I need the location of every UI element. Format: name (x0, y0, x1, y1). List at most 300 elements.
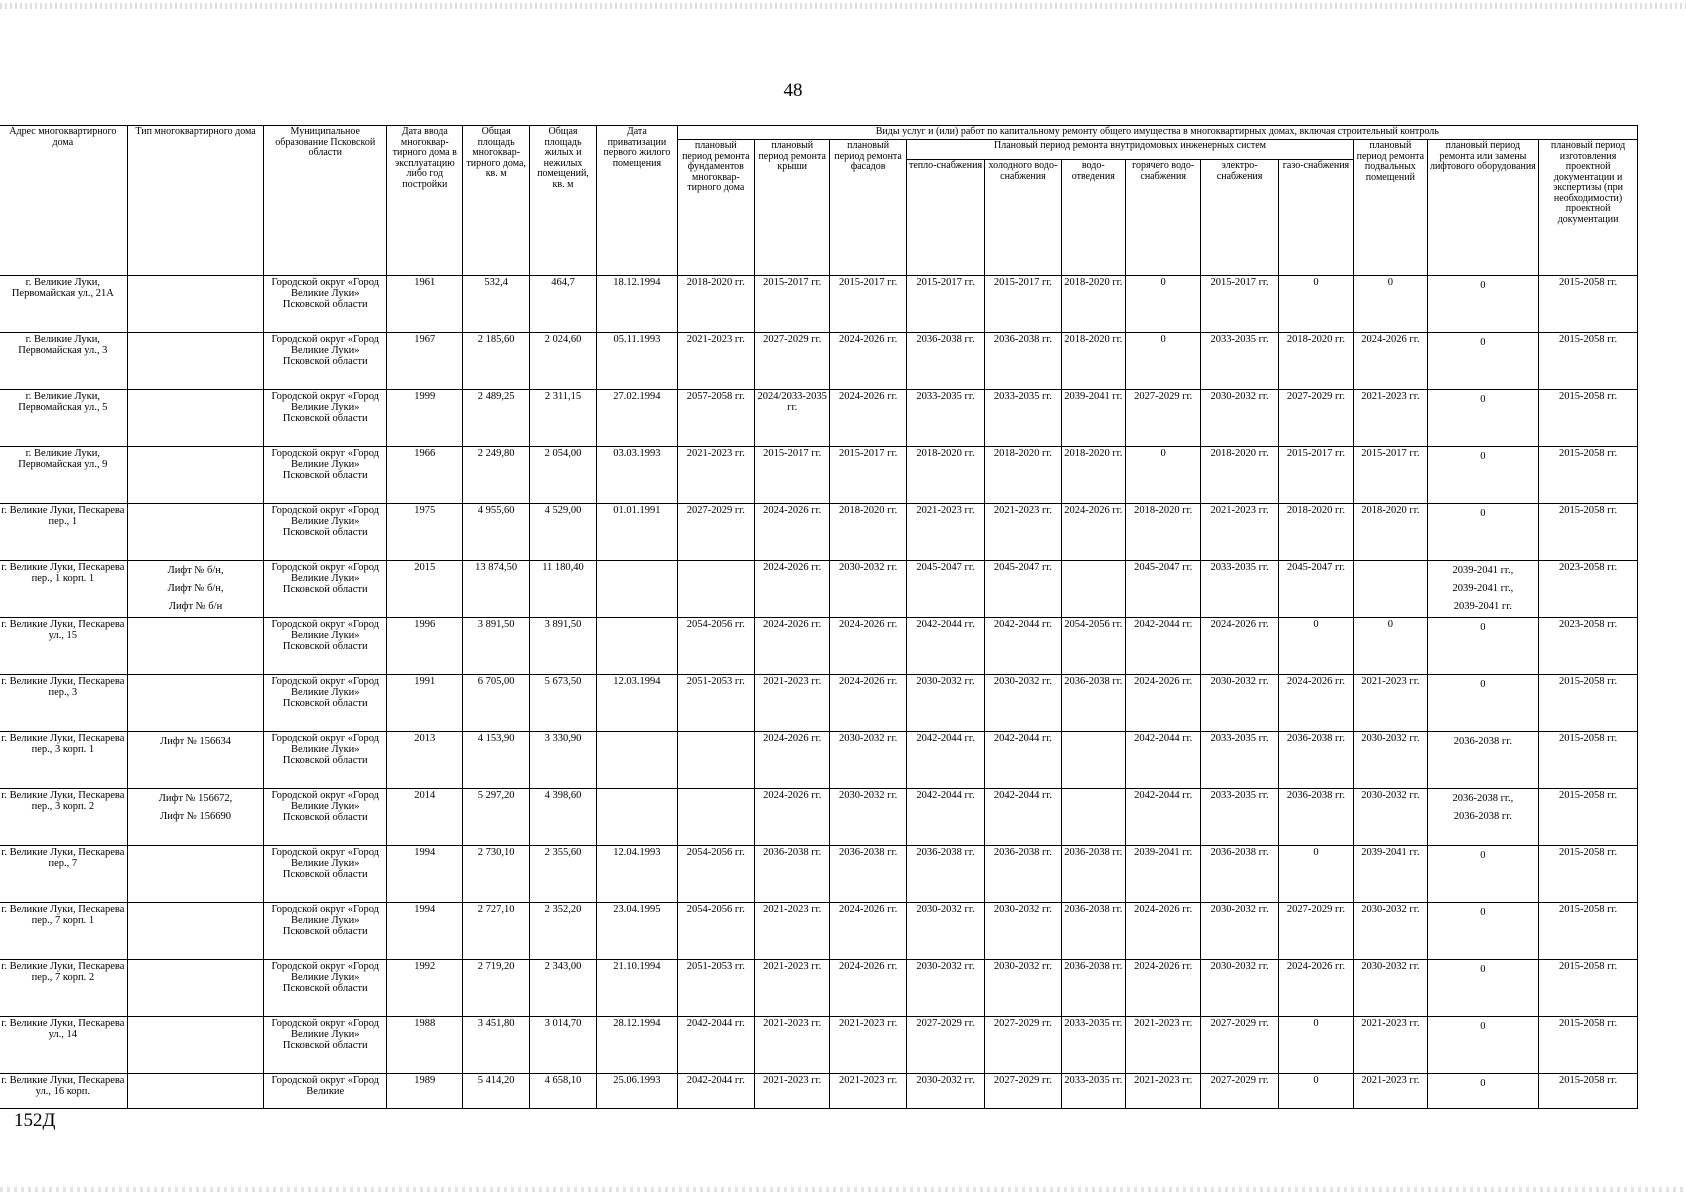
cell-municipality: Городской округ «Город Великие Луки» Псковской области (264, 390, 387, 447)
cell-elevator-line: 0 (1480, 280, 1486, 291)
cell-elevator (1427, 504, 1539, 561)
cell-electric: 2027-2029 гг. (1201, 1074, 1278, 1109)
cell-hot-water: 2024-2026 гг. (1125, 903, 1200, 960)
cell-facade: 2024-2026 гг. (830, 390, 906, 447)
cell-municipality: Городской округ «Город Великие Луки» Псковской области (264, 333, 387, 390)
cell-basement: 2024-2026 гг. (1354, 333, 1427, 390)
table-row (0, 960, 1638, 1017)
scan-artifact-bottom (0, 1187, 1686, 1192)
cell-cold-water: 2045-2047 гг. (985, 561, 1061, 618)
cell-design-docs: 2015-2058 гг. (1539, 333, 1638, 390)
cell-year: 1999 (387, 390, 463, 447)
cell-hot-water: 2024-2026 гг. (1125, 675, 1200, 732)
cell-facade: 2030-2032 гг. (830, 561, 906, 618)
cell-cold-water: 2027-2029 гг. (985, 1074, 1061, 1109)
cell-cold-water: 2042-2044 гг. (985, 789, 1061, 846)
table-row (0, 732, 1638, 789)
cell-electric: 2036-2038 гг. (1201, 846, 1278, 903)
cell-basement: 2030-2032 гг. (1354, 789, 1427, 846)
cell-foundation: 2054-2056 гг. (677, 846, 754, 903)
cell-elevator-line: 2036-2038 гг., (1452, 793, 1514, 804)
cell-design-docs: 2015-2058 гг. (1539, 1017, 1638, 1074)
cell-total-area: 4 153,90 (463, 732, 529, 789)
cell-basement: 2015-2017 гг. (1354, 447, 1427, 504)
cell-house-type (127, 504, 264, 561)
cell-electric: 2033-2035 гг. (1201, 789, 1278, 846)
cell-elevator (1427, 1074, 1539, 1109)
cell-hot-water: 2027-2029 гг. (1125, 390, 1200, 447)
cell-house-type (127, 276, 264, 333)
cell-privatization-date: 23.04.1995 (597, 903, 677, 960)
header-commission-date: Дата ввода многоквар-тирного дома в эксплуатацию либо год постройки (387, 126, 463, 276)
cell-house-type (127, 789, 264, 846)
cell-cold-water: 2030-2032 гг. (985, 903, 1061, 960)
cell-year: 1966 (387, 447, 463, 504)
cell-elevator-line: 0 (1480, 964, 1486, 975)
cell-heat: 2042-2044 гг. (906, 618, 984, 675)
header-heat: тепло-снабжения (906, 160, 984, 276)
header-row-1 (0, 126, 1638, 140)
cell-heat: 2030-2032 гг. (906, 675, 984, 732)
cell-address: г. Великие Луки, Пескарева пер., 3 корп. 2 (0, 789, 127, 846)
sheet-code: 152Д (14, 1110, 56, 1131)
cell-cold-water: 2030-2032 гг. (985, 675, 1061, 732)
cell-municipality: Городской округ «Город Великие Луки» Псковской области (264, 1017, 387, 1074)
cell-total-area: 2 249,80 (463, 447, 529, 504)
cell-foundation (677, 732, 754, 789)
cell-roof: 2024-2026 гг. (755, 618, 830, 675)
capital-repair-table (0, 125, 1638, 1109)
header-cold-water: холодного водо-снабжения (985, 160, 1061, 276)
table-row (0, 333, 1638, 390)
cell-gas: 2018-2020 гг. (1278, 333, 1353, 390)
cell-heat: 2018-2020 гг. (906, 447, 984, 504)
cell-house-type (127, 390, 264, 447)
cell-electric: 2030-2032 гг. (1201, 390, 1278, 447)
table-row (0, 276, 1638, 333)
cell-elevator-line: 0 (1480, 1078, 1486, 1089)
table-row (0, 504, 1638, 561)
cell-roof: 2024-2026 гг. (755, 504, 830, 561)
cell-hot-water: 2018-2020 гг. (1125, 504, 1200, 561)
cell-sewer: 2033-2035 гг. (1061, 1074, 1125, 1109)
cell-heat: 2030-2032 гг. (906, 960, 984, 1017)
table-row (0, 789, 1638, 846)
cell-facade: 2024-2026 гг. (830, 903, 906, 960)
cell-electric: 2021-2023 гг. (1201, 504, 1278, 561)
cell-design-docs: 2015-2058 гг. (1539, 960, 1638, 1017)
cell-address: г. Великие Луки, Пескарева ул., 14 (0, 1017, 127, 1074)
cell-total-area: 3 451,80 (463, 1017, 529, 1074)
cell-elevator-line: 0 (1480, 337, 1486, 348)
cell-municipality: Городской округ «Город Великие Луки» Псковской области (264, 732, 387, 789)
cell-address: г. Великие Луки, Пескарева пер., 7 корп. 2 (0, 960, 127, 1017)
cell-basement: 2030-2032 гг. (1354, 903, 1427, 960)
cell-electric: 2030-2032 гг. (1201, 960, 1278, 1017)
cell-municipality: Городской округ «Город Великие Луки» Псковской области (264, 846, 387, 903)
cell-municipality: Городской округ «Город Великие Луки» Псковской области (264, 618, 387, 675)
cell-total-area: 3 891,50 (463, 618, 529, 675)
cell-privatization-date: 21.10.1994 (597, 960, 677, 1017)
cell-facade: 2024-2026 гг. (830, 618, 906, 675)
cell-year: 1967 (387, 333, 463, 390)
cell-year: 1994 (387, 846, 463, 903)
cell-year: 2013 (387, 732, 463, 789)
cell-house-type-line: Лифт № 156690 (160, 811, 231, 822)
cell-design-docs: 2015-2058 гг. (1539, 447, 1638, 504)
cell-heat: 2042-2044 гг. (906, 789, 984, 846)
cell-roof: 2021-2023 гг. (755, 1017, 830, 1074)
cell-address: г. Великие Луки, Первомайская ул., 21А (0, 276, 127, 333)
cell-sewer: 2039-2041 гг. (1061, 390, 1125, 447)
cell-house-type (127, 1017, 264, 1074)
cell-basement: 2021-2023 гг. (1354, 1074, 1427, 1109)
cell-roof: 2021-2023 гг. (755, 960, 830, 1017)
cell-municipality: Городской округ «Город Великие Луки» Псковской области (264, 903, 387, 960)
cell-elevator (1427, 333, 1539, 390)
cell-foundation: 2021-2023 гг. (677, 333, 754, 390)
cell-residential-area: 3 891,50 (529, 618, 596, 675)
cell-gas: 2036-2038 гг. (1278, 732, 1353, 789)
cell-gas: 2015-2017 гг. (1278, 447, 1353, 504)
cell-house-type (127, 675, 264, 732)
cell-cold-water: 2042-2044 гг. (985, 618, 1061, 675)
cell-roof: 2024/2033-2035 гг. (755, 390, 830, 447)
cell-elevator-line: 2039-2041 гг., (1452, 565, 1514, 576)
table-row (0, 390, 1638, 447)
cell-elevator-line: 2036-2038 гг. (1453, 811, 1512, 822)
cell-gas: 2036-2038 гг. (1278, 789, 1353, 846)
cell-basement: 2021-2023 гг. (1354, 675, 1427, 732)
header-basement: плановый период ремонта подвальных помещений (1354, 140, 1427, 276)
cell-year: 2015 (387, 561, 463, 618)
cell-hot-water: 0 (1125, 447, 1200, 504)
cell-house-type-line: Лифт № б/н, (167, 565, 224, 576)
cell-privatization-date: 18.12.1994 (597, 276, 677, 333)
cell-heat: 2036-2038 гг. (906, 846, 984, 903)
cell-basement: 2039-2041 гг. (1354, 846, 1427, 903)
cell-facade: 2021-2023 гг. (830, 1074, 906, 1109)
cell-foundation: 2051-2053 гг. (677, 960, 754, 1017)
cell-year: 1989 (387, 1074, 463, 1109)
cell-residential-area: 2 352,20 (529, 903, 596, 960)
cell-elevator (1427, 675, 1539, 732)
cell-address: г. Великие Луки, Первомайская ул., 3 (0, 333, 127, 390)
cell-house-type-line: Лифт № 156634 (160, 736, 231, 747)
cell-year: 1961 (387, 276, 463, 333)
cell-cold-water: 2036-2038 гг. (985, 333, 1061, 390)
page-number: 48 (783, 80, 803, 101)
cell-electric: 2033-2035 гг. (1201, 561, 1278, 618)
table-row (0, 846, 1638, 903)
cell-hot-water: 2042-2044 гг. (1125, 789, 1200, 846)
cell-total-area: 2 489,25 (463, 390, 529, 447)
cell-elevator-line: 2039-2041 гг. (1453, 601, 1512, 612)
cell-cold-water: 2018-2020 гг. (985, 447, 1061, 504)
cell-privatization-date: 12.03.1994 (597, 675, 677, 732)
cell-roof: 2021-2023 гг. (755, 675, 830, 732)
cell-year: 1975 (387, 504, 463, 561)
cell-electric: 2030-2032 гг. (1201, 675, 1278, 732)
cell-address: г. Великие Луки, Пескарева ул., 15 (0, 618, 127, 675)
cell-elevator (1427, 846, 1539, 903)
cell-heat: 2045-2047 гг. (906, 561, 984, 618)
cell-year: 2014 (387, 789, 463, 846)
cell-electric: 2018-2020 гг. (1201, 447, 1278, 504)
scan-artifact-top (0, 3, 1686, 9)
cell-total-area: 4 955,60 (463, 504, 529, 561)
cell-residential-area: 464,7 (529, 276, 596, 333)
table-row (0, 903, 1638, 960)
cell-elevator-line: 0 (1480, 622, 1486, 633)
cell-residential-area: 2 311,15 (529, 390, 596, 447)
table-row (0, 561, 1638, 618)
header-engineering-group: Плановый период ремонта внутридомовых инженерных систем (906, 140, 1353, 160)
cell-cold-water: 2042-2044 гг. (985, 732, 1061, 789)
cell-foundation: 2027-2029 гг. (677, 504, 754, 561)
cell-basement: 0 (1354, 618, 1427, 675)
table-row (0, 675, 1638, 732)
cell-roof: 2027-2029 гг. (755, 333, 830, 390)
cell-gas: 0 (1278, 1017, 1353, 1074)
cell-residential-area: 4 529,00 (529, 504, 596, 561)
cell-roof: 2036-2038 гг. (755, 846, 830, 903)
cell-cold-water: 2021-2023 гг. (985, 504, 1061, 561)
cell-foundation: 2054-2056 гг. (677, 618, 754, 675)
cell-privatization-date: 05.11.1993 (597, 333, 677, 390)
cell-elevator (1427, 789, 1539, 846)
cell-total-area: 2 719,20 (463, 960, 529, 1017)
cell-hot-water: 0 (1125, 276, 1200, 333)
header-elevator: плановый период ремонта или замены лифтового оборудования (1427, 140, 1539, 276)
cell-sewer (1061, 561, 1125, 618)
cell-year: 1991 (387, 675, 463, 732)
cell-gas: 2024-2026 гг. (1278, 675, 1353, 732)
cell-year: 1996 (387, 618, 463, 675)
cell-cold-water: 2027-2029 гг. (985, 1017, 1061, 1074)
cell-address: г. Великие Луки, Пескарева пер., 3 корп. 1 (0, 732, 127, 789)
cell-total-area: 5 414,20 (463, 1074, 529, 1109)
cell-facade: 2036-2038 гг. (830, 846, 906, 903)
cell-roof: 2024-2026 гг. (755, 561, 830, 618)
cell-heat: 2027-2029 гг. (906, 1017, 984, 1074)
cell-hot-water: 0 (1125, 333, 1200, 390)
cell-foundation: 2051-2053 гг. (677, 675, 754, 732)
cell-hot-water: 2039-2041 гг. (1125, 846, 1200, 903)
cell-heat: 2030-2032 гг. (906, 1074, 984, 1109)
cell-elevator-line: 0 (1480, 679, 1486, 690)
cell-privatization-date: 25.06.1993 (597, 1074, 677, 1109)
cell-sewer (1061, 789, 1125, 846)
cell-municipality: Городской округ «Город Великие Луки» Псковской области (264, 789, 387, 846)
cell-residential-area: 3 330,90 (529, 732, 596, 789)
cell-elevator-line: 0 (1480, 1021, 1486, 1032)
cell-basement: 2021-2023 гг. (1354, 390, 1427, 447)
cell-elevator (1427, 561, 1539, 618)
cell-house-type-line: Лифт № б/н (168, 601, 223, 612)
cell-facade: 2015-2017 гг. (830, 447, 906, 504)
header-works-group: Виды услуг и (или) работ по капитальному ремонту общего имущества в многоквартирных домах, включая строительный контроль (677, 126, 1637, 140)
cell-design-docs: 2023-2058 гг. (1539, 561, 1638, 618)
cell-gas: 0 (1278, 618, 1353, 675)
header-design-docs: плановый период изготовления проектной документации и экспертизы (при необходимости) проектной документации (1539, 140, 1638, 276)
cell-elevator (1427, 447, 1539, 504)
cell-elevator (1427, 276, 1539, 333)
cell-design-docs: 2015-2058 гг. (1539, 675, 1638, 732)
cell-sewer: 2033-2035 гг. (1061, 1017, 1125, 1074)
cell-basement: 2021-2023 гг. (1354, 1017, 1427, 1074)
cell-cold-water: 2033-2035 гг. (985, 390, 1061, 447)
cell-design-docs: 2023-2058 гг. (1539, 618, 1638, 675)
cell-heat: 2042-2044 гг. (906, 732, 984, 789)
header-municipality: Муниципальное образование Псковской области (264, 126, 387, 276)
cell-residential-area: 4 658,10 (529, 1074, 596, 1109)
cell-sewer: 2018-2020 гг. (1061, 333, 1125, 390)
header-electric: электро-снабжения (1201, 160, 1278, 276)
cell-facade: 2030-2032 гг. (830, 789, 906, 846)
cell-sewer: 2054-2056 гг. (1061, 618, 1125, 675)
cell-privatization-date: 28.12.1994 (597, 1017, 677, 1074)
cell-elevator-line: 0 (1480, 508, 1486, 519)
cell-electric: 2027-2029 гг. (1201, 1017, 1278, 1074)
cell-house-type (127, 447, 264, 504)
cell-elevator-line: 2036-2038 гг. (1453, 736, 1512, 747)
cell-sewer: 2018-2020 гг. (1061, 276, 1125, 333)
cell-house-type (127, 561, 264, 618)
header-address: Адрес многоквартирного дома (0, 126, 127, 276)
cell-facade: 2015-2017 гг. (830, 276, 906, 333)
table-row (0, 447, 1638, 504)
cell-sewer: 2018-2020 гг. (1061, 447, 1125, 504)
table-row (0, 1074, 1638, 1109)
cell-elevator-line: 0 (1480, 451, 1486, 462)
header-house-type: Тип многоквартирного дома (127, 126, 264, 276)
cell-sewer: 2036-2038 гг. (1061, 846, 1125, 903)
cell-basement: 0 (1354, 276, 1427, 333)
cell-design-docs: 2015-2058 гг. (1539, 390, 1638, 447)
cell-facade: 2018-2020 гг. (830, 504, 906, 561)
cell-residential-area: 2 343,00 (529, 960, 596, 1017)
cell-facade: 2024-2026 гг. (830, 960, 906, 1017)
header-privatization-date: Дата приватизации первого жилого помещения (597, 126, 677, 276)
cell-foundation: 2021-2023 гг. (677, 447, 754, 504)
cell-basement: 2030-2032 гг. (1354, 960, 1427, 1017)
cell-total-area: 13 874,50 (463, 561, 529, 618)
cell-heat: 2033-2035 гг. (906, 390, 984, 447)
cell-gas: 0 (1278, 846, 1353, 903)
header-roof: плановый период ремонта крыши (755, 140, 830, 276)
cell-municipality: Городской округ «Город Великие Луки» Псковской области (264, 276, 387, 333)
cell-design-docs: 2015-2058 гг. (1539, 1074, 1638, 1109)
header-residential-area: Общая площадь жилых и нежилых помещений, кв. м (529, 126, 596, 276)
cell-gas: 2045-2047 гг. (1278, 561, 1353, 618)
cell-elevator-line: 2039-2041 гг., (1452, 583, 1514, 594)
table-row (0, 618, 1638, 675)
cell-house-type (127, 1074, 264, 1109)
cell-privatization-date: 12.04.1993 (597, 846, 677, 903)
cell-heat: 2036-2038 гг. (906, 333, 984, 390)
cell-cold-water: 2030-2032 гг. (985, 960, 1061, 1017)
cell-heat: 2021-2023 гг. (906, 504, 984, 561)
header-sewer: водо-отведения (1061, 160, 1125, 276)
cell-electric: 2030-2032 гг. (1201, 903, 1278, 960)
cell-residential-area: 3 014,70 (529, 1017, 596, 1074)
cell-privatization-date: 27.02.1994 (597, 390, 677, 447)
cell-house-type (127, 732, 264, 789)
cell-design-docs: 2015-2058 гг. (1539, 846, 1638, 903)
cell-foundation: 2042-2044 гг. (677, 1074, 754, 1109)
cell-elevator-line: 0 (1480, 394, 1486, 405)
cell-house-type (127, 960, 264, 1017)
cell-privatization-date: 03.03.1993 (597, 447, 677, 504)
cell-hot-water: 2042-2044 гг. (1125, 618, 1200, 675)
cell-municipality: Городской округ «Город Великие Луки» Псковской области (264, 561, 387, 618)
cell-year: 1992 (387, 960, 463, 1017)
cell-elevator (1427, 390, 1539, 447)
cell-municipality: Городской округ «Город Великие Луки» Псковской области (264, 960, 387, 1017)
cell-gas: 0 (1278, 1074, 1353, 1109)
cell-privatization-date (597, 618, 677, 675)
cell-gas: 2027-2029 гг. (1278, 903, 1353, 960)
cell-address: г. Великие Луки, Первомайская ул., 5 (0, 390, 127, 447)
cell-address: г. Великие Луки, Пескарева пер., 1 (0, 504, 127, 561)
cell-address: г. Великие Луки, Первомайская ул., 9 (0, 447, 127, 504)
cell-basement: 2018-2020 гг. (1354, 504, 1427, 561)
cell-total-area: 532,4 (463, 276, 529, 333)
cell-design-docs: 2015-2058 гг. (1539, 789, 1638, 846)
cell-electric: 2033-2035 гг. (1201, 732, 1278, 789)
cell-house-type-line: Лифт № 156672, (158, 793, 233, 804)
cell-foundation (677, 789, 754, 846)
cell-foundation: 2054-2056 гг. (677, 903, 754, 960)
cell-house-type (127, 618, 264, 675)
cell-residential-area: 4 398,60 (529, 789, 596, 846)
cell-sewer: 2036-2038 гг. (1061, 960, 1125, 1017)
cell-electric: 2015-2017 гг. (1201, 276, 1278, 333)
cell-municipality: Городской округ «Город Великие Луки» Псковской области (264, 447, 387, 504)
cell-house-type-line: Лифт № б/н, (167, 583, 224, 594)
cell-sewer: 2036-2038 гг. (1061, 675, 1125, 732)
cell-gas: 2024-2026 гг. (1278, 960, 1353, 1017)
cell-total-area: 2 727,10 (463, 903, 529, 960)
cell-house-type (127, 846, 264, 903)
cell-elevator (1427, 618, 1539, 675)
header-hot-water: горячего водо-снабжения (1125, 160, 1200, 276)
cell-residential-area: 11 180,40 (529, 561, 596, 618)
cell-roof: 2021-2023 гг. (755, 903, 830, 960)
cell-address: г. Великие Луки, Пескарева пер., 7 (0, 846, 127, 903)
cell-elevator-line: 0 (1480, 850, 1486, 861)
cell-foundation (677, 561, 754, 618)
cell-gas: 0 (1278, 276, 1353, 333)
cell-total-area: 2 185,60 (463, 333, 529, 390)
cell-municipality: Городской округ «Город Великие (264, 1074, 387, 1109)
cell-privatization-date (597, 732, 677, 789)
cell-sewer (1061, 732, 1125, 789)
cell-year: 1988 (387, 1017, 463, 1074)
cell-municipality: Городской округ «Город Великие Луки» Псковской области (264, 504, 387, 561)
cell-roof: 2021-2023 гг. (755, 1074, 830, 1109)
cell-elevator (1427, 732, 1539, 789)
cell-residential-area: 5 673,50 (529, 675, 596, 732)
cell-design-docs: 2015-2058 гг. (1539, 276, 1638, 333)
cell-elevator (1427, 1017, 1539, 1074)
cell-privatization-date: 01.01.1991 (597, 504, 677, 561)
cell-privatization-date (597, 789, 677, 846)
cell-gas: 2027-2029 гг. (1278, 390, 1353, 447)
cell-gas: 2018-2020 гг. (1278, 504, 1353, 561)
cell-roof: 2024-2026 гг. (755, 732, 830, 789)
